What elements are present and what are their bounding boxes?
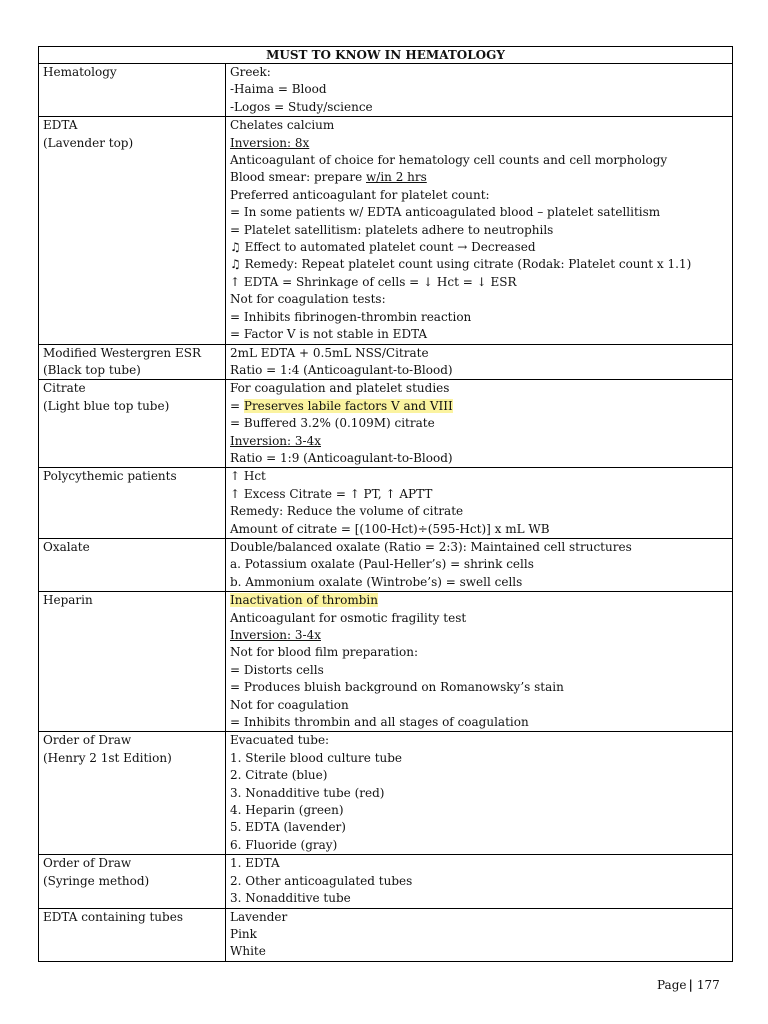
content-text: = Factor V is not stable in EDTA <box>230 327 428 342</box>
content-text: = Buffered 3.2% (0.109M) citrate <box>230 416 435 431</box>
content-line <box>230 750 728 767</box>
content-text: ♫ Effect to automated platelet count → Decreased <box>230 240 536 255</box>
content-text: 1. EDTA <box>230 856 280 871</box>
content-line <box>230 415 728 432</box>
content-line <box>230 732 728 749</box>
content-line <box>230 592 728 609</box>
row-label-line: Heparin <box>43 593 93 608</box>
content-text: Evacuated tube: <box>230 733 330 748</box>
content-line <box>230 345 728 362</box>
row-label-line: EDTA containing tubes <box>43 909 183 924</box>
content-line <box>230 890 728 907</box>
row-label-cell <box>39 732 226 855</box>
content-text: 2mL EDTA + 0.5mL NSS/Citrate <box>230 345 429 360</box>
content-text: For coagulation and platelet studies <box>230 381 450 396</box>
content-line <box>230 81 728 98</box>
content-text: ♫ Remedy: Repeat platelet count using citrate (Rodak: Platelet count x 1.1) <box>230 257 692 272</box>
table-row <box>39 64 733 117</box>
content-text: Anticoagulant of choice for hematology cell counts and cell morphology <box>230 153 668 168</box>
content-text: Pink <box>230 926 257 941</box>
content-text: Anticoagulant for osmotic fragility test <box>230 610 467 625</box>
row-label-cell <box>39 380 226 468</box>
table-row <box>39 855 733 908</box>
content-line <box>230 767 728 784</box>
content-line <box>230 152 728 169</box>
row-label-line: Citrate <box>43 381 86 396</box>
row-label-line: (Black top tube) <box>43 362 141 377</box>
content-line <box>230 291 728 308</box>
content-text: = Distorts cells <box>230 662 324 677</box>
row-label-line: Order of Draw <box>43 856 132 871</box>
row-content-cell <box>226 855 733 908</box>
content-line <box>230 256 728 273</box>
content-text: 1. Sterile blood culture tube <box>230 750 403 765</box>
content-text: Inversion: 3-4x <box>230 628 321 642</box>
page-number: 177 <box>696 978 720 992</box>
content-line <box>230 169 728 186</box>
content-line <box>230 714 728 731</box>
content-text: Not for coagulation <box>230 697 349 712</box>
content-text: b. Ammonium oxalate (Wintrobe’s) = swell cells <box>230 574 523 589</box>
table-row <box>39 732 733 855</box>
content-text: 6. Fluoride (gray) <box>230 837 338 852</box>
row-label-line: (Light blue top tube) <box>43 398 170 413</box>
content-line <box>230 909 728 926</box>
row-label-line: (Henry 2 1st Edition) <box>43 750 172 765</box>
content-text: Lavender <box>230 909 288 924</box>
content-text: 4. Heparin (green) <box>230 803 344 818</box>
content-text: ↑ Excess Citrate = ↑ PT, ↑ APTT <box>230 486 433 501</box>
row-content-cell <box>226 117 733 344</box>
row-label-line: (Lavender top) <box>43 135 134 150</box>
row-label-line: Hematology <box>43 65 117 79</box>
content-text: = Inhibits fibrinogen-thrombin reaction <box>230 309 472 324</box>
page-footer <box>657 978 720 992</box>
content-line <box>230 662 728 679</box>
row-label-cell <box>39 64 226 117</box>
content-line <box>230 64 728 81</box>
content-text: Inactivation of thrombin <box>230 593 378 608</box>
hematology-table <box>38 46 733 962</box>
content-line <box>230 99 728 116</box>
content-line <box>230 610 728 627</box>
row-label-line: EDTA <box>43 118 78 133</box>
content-line <box>230 503 728 520</box>
table-row <box>39 117 733 344</box>
row-label-cell <box>39 538 226 591</box>
row-label-cell <box>39 468 226 539</box>
table-row <box>39 468 733 539</box>
content-line <box>230 556 728 573</box>
content-text: ↑ EDTA = Shrinkage of cells = ↓ Hct = ↓ ESR <box>230 274 517 289</box>
row-label-cell <box>39 855 226 908</box>
content-text: Greek: <box>230 65 271 79</box>
content-text: -Logos = Study/science <box>230 99 373 114</box>
row-content-cell <box>226 468 733 539</box>
content-text: a. Potassium oxalate (Paul-Heller’s) = shrink cells <box>230 557 534 572</box>
content-text: ↑ Hct <box>230 469 266 484</box>
content-text: Chelates calcium <box>230 118 335 133</box>
row-label-cell <box>39 908 226 961</box>
content-line <box>230 644 728 661</box>
content-text: Ratio = 1:9 (Anticoagulant-to-Blood) <box>230 450 453 465</box>
content-text: Amount of citrate = [(100-Hct)÷(595-Hct)] x mL WB <box>230 521 550 536</box>
page-separator: | <box>688 978 693 992</box>
content-line <box>230 785 728 802</box>
content-text: = Platelet satellitism: platelets adhere to neutrophils <box>230 222 554 237</box>
row-content-cell <box>226 64 733 117</box>
content-line <box>230 117 728 134</box>
content-text: Inversion: 8x <box>230 135 310 150</box>
content-text-emphasis: w/in 2 hrs <box>366 170 427 185</box>
content-line <box>230 873 728 890</box>
content-line <box>230 309 728 326</box>
content-line <box>230 398 728 415</box>
content-line <box>230 574 728 591</box>
content-text: Remedy: Reduce the volume of citrate <box>230 504 464 519</box>
row-content-cell <box>226 592 733 732</box>
content-text: Not for blood film preparation: <box>230 645 418 660</box>
content-text: -Haima = Blood <box>230 82 327 97</box>
content-line <box>230 380 728 397</box>
content-line <box>230 837 728 854</box>
row-label-line: (Syringe method) <box>43 873 150 888</box>
content-line <box>230 362 728 379</box>
content-text: 2. Citrate (blue) <box>230 768 328 783</box>
content-text: = Produces bluish background on Romanowsky’s stain <box>230 680 564 695</box>
content-line <box>230 204 728 221</box>
content-line <box>230 239 728 256</box>
content-line <box>230 468 728 485</box>
content-line <box>230 222 728 239</box>
content-line <box>230 802 728 819</box>
content-line <box>230 433 728 450</box>
row-content-cell <box>226 380 733 468</box>
table-row <box>39 592 733 732</box>
row-content-cell <box>226 538 733 591</box>
content-line <box>230 943 728 960</box>
content-line <box>230 539 728 556</box>
content-line <box>230 819 728 836</box>
content-text: 2. Other anticoagulated tubes <box>230 873 413 888</box>
content-line <box>230 450 728 467</box>
content-text: White <box>230 944 266 959</box>
table-body <box>39 64 733 962</box>
row-content-cell <box>226 732 733 855</box>
content-line <box>230 135 728 152</box>
content-line <box>230 697 728 714</box>
row-label-cell <box>39 117 226 344</box>
content-line <box>230 274 728 291</box>
table-row <box>39 380 733 468</box>
content-line <box>230 486 728 503</box>
table-title: MUST TO KNOW IN HEMATOLOGY <box>39 47 733 64</box>
content-text: Ratio = 1:4 (Anticoagulant-to-Blood) <box>230 362 453 377</box>
row-label-line: Order of Draw <box>43 733 132 748</box>
content-text: Inversion: 3-4x <box>230 433 321 448</box>
table-row <box>39 344 733 380</box>
table-title-row <box>39 47 733 64</box>
table-row <box>39 908 733 961</box>
row-label-line: Oxalate <box>43 539 90 554</box>
content-text: = Inhibits thrombin and all stages of coagulation <box>230 715 529 730</box>
content-text: 3. Nonadditive tube <box>230 891 351 906</box>
content-text: 5. EDTA (lavender) <box>230 820 346 835</box>
content-text: Preferred anticoagulant for platelet count: <box>230 187 490 202</box>
content-line <box>230 926 728 943</box>
row-label-cell <box>39 592 226 732</box>
row-label-cell <box>39 344 226 380</box>
content-text: 3. Nonadditive tube (red) <box>230 785 385 800</box>
row-content-cell <box>226 908 733 961</box>
content-text: Not for coagulation tests: <box>230 292 386 307</box>
row-content-cell <box>226 344 733 380</box>
content-line <box>230 679 728 696</box>
content-text: = <box>230 398 244 413</box>
row-label-line: Polycythemic patients <box>43 469 177 484</box>
content-text: Double/balanced oxalate (Ratio = 2:3): Maintained cell structures <box>230 539 632 554</box>
content-line <box>230 187 728 204</box>
table-row <box>39 538 733 591</box>
content-text: Blood smear: prepare <box>230 170 366 185</box>
content-line <box>230 326 728 343</box>
row-label-line: Modified Westergren ESR <box>43 345 201 360</box>
content-text-emphasis: Preserves labile factors V and VIII <box>243 398 453 413</box>
content-line <box>230 521 728 538</box>
content-text: = In some patients w/ EDTA anticoagulated blood – platelet satellitism <box>230 205 661 220</box>
content-line <box>230 627 728 644</box>
page-label: Page <box>657 978 687 992</box>
content-line <box>230 855 728 872</box>
